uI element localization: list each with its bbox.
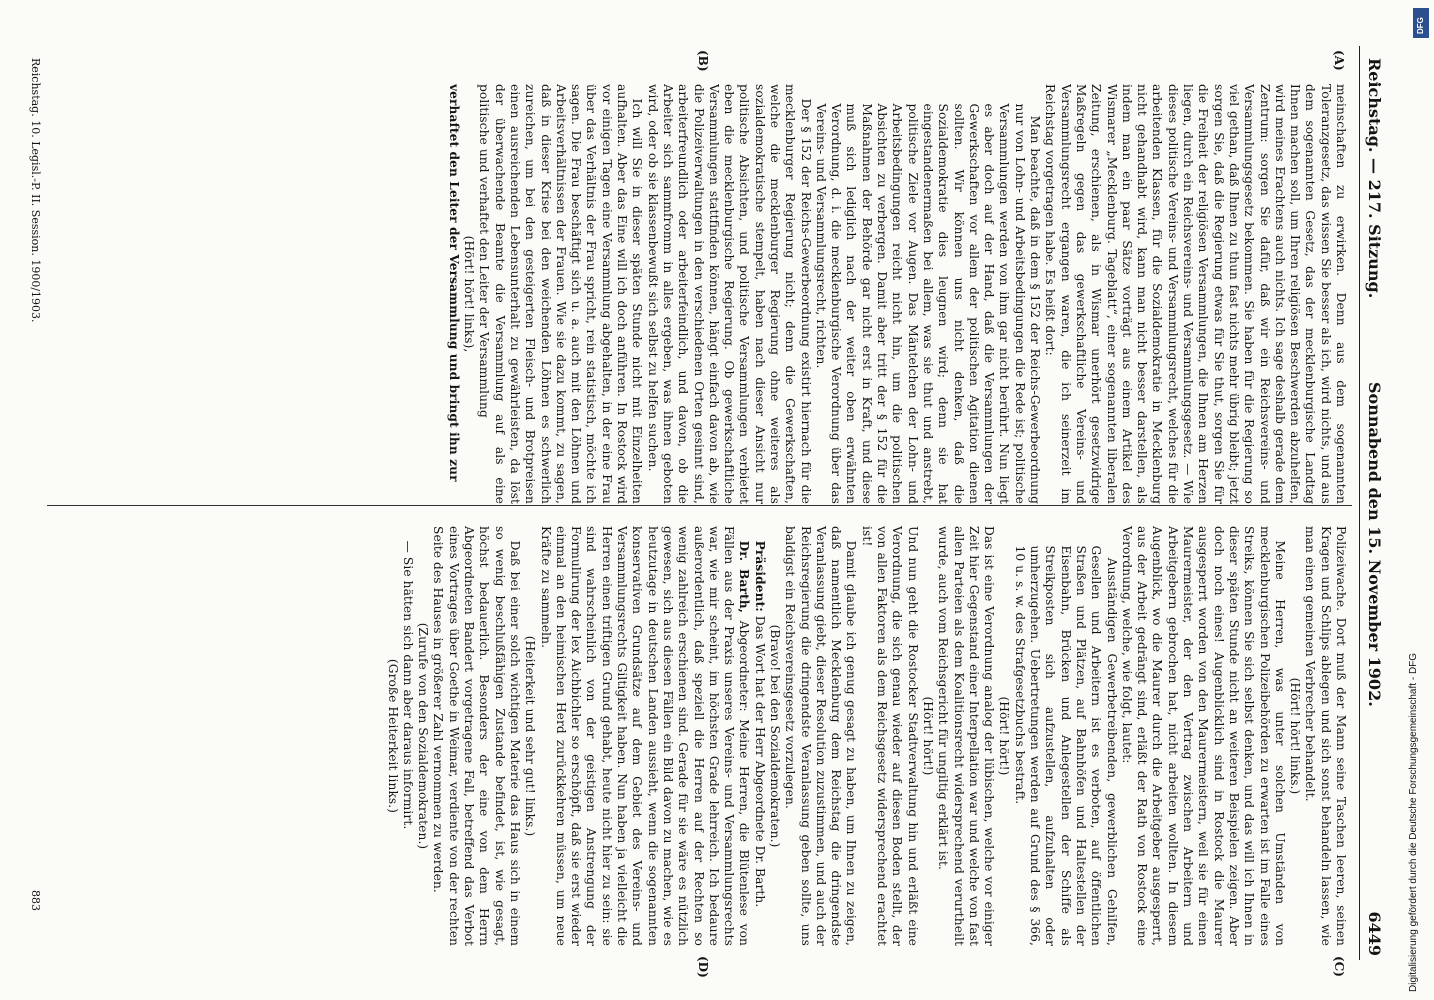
interjection: (Hört! hört!) <box>920 696 935 776</box>
paragraph: Meine Herren, was unter solchen Umständen von mecklenburgischen Polizeibehörden zu erwarten ist im Falle eines Streiks, können Sie sich selbst denken, und das will ich Ihnen in dieser späten Stunde nicht an weiteren Beispielen zeigen. Aber doch noch eines! Augenblicklich sind in Rostock die Maurer ausgesperrt worden von den Maurermeistern, weil sie für einen Maurermeister, der den Vertrag zwischen Arbeitern und Arbeitgebern gebrochen hat, nicht arbeiten wollten. In diesem Augenblick, wo die Maurer durch die Arbeitgeber ausgesperrt, aus der Arbeit gedrängt sind, erläßt der Rath von Rostock eine Verordnung, welche, wie folgt, lautet: <box>1119 526 1287 946</box>
interjection: (Hört! hört! links), <box>462 235 477 353</box>
dfg-logo: DFG <box>1413 8 1429 38</box>
paragraph <box>751 526 766 946</box>
quoted-paragraph: Ausständigen Gewerbetreibenden, gewerblichen Gehilfen, Gesellen und Arbeitern ist es verboten, auf öffentlichen Straßen und Plätzen, auf Bahnhöfen und Haltestellen der Eisenbahn, Brücken und Anlegestellen der Schiffe als Streikposten sich aufzustellen, aufzuhalten oder umherzugehen. Uebertretungen werden auf Grund des § 366, 10 u. s. w. des Strafgesetzbuchs bestraft. <box>1012 545 1119 946</box>
header-date: Sonnabend den 15. November 1902. <box>1365 382 1384 707</box>
margin-mark-a: (A) <box>1332 50 1346 71</box>
header-session: Reichstag. — 217. Sitzung. <box>1365 58 1384 299</box>
paragraph: Damit glaube ich genug gesagt zu haben, um Ihnen zu zeigen, daß namentlich Mecklenburg dem Reichstag die dringendste Veranlassung giebt, dieser Resolution zuzustimmen, und auch der Reichsregierung die dringendste Veranlassung geben sollte, uns baldigst ein Reichsvereinsgesetz vorzulegen. <box>783 526 859 946</box>
page-number: 6449 <box>1365 911 1384 956</box>
paragraph: Polizeiwache. Dort muß der Mann seine Taschen leeren, seinen Kragen und Schlips ablegen und sich sonst behandeln lassen, wie man einen gemeinen Verbrecher behandelt. <box>1303 526 1348 946</box>
paragraph: Das ist eine Verordnung analog der lübischen, welche vor einiger Zeit hier Gegenstand einer Interpellation war und welche von fast allen Parteien als dem Koalitionsrecht widersprechend verurtheilt wurde, auch vom Reichsgericht für ungiltig erklärt ist. <box>936 526 997 946</box>
paragraph: — Sie hätten sich dann aber daraus informirt. <box>400 540 415 830</box>
paragraph: Und nun geht die Rostocker Stadtverwaltung hin und erläßt eine Verordnung, die sich genau wieder auf diesen Boden stellt, der von allen Faktoren als dem Reichsgesetz widersprechend erachtet ist! <box>859 526 920 946</box>
digitization-note <box>1404 8 1430 998</box>
page-header <box>1358 0 1390 1000</box>
speech-text: Das Wort hat der Herr Abgeordnete Dr. Barth. <box>752 615 767 908</box>
interjection: (Hört! hört!) <box>997 696 1012 776</box>
paragraph: Ich will Sie in dieser späten Stunde nicht mit Einzelheiten aufhalten. Aber das Eine will ich doch anführen. In Rostock wird vor einigen Tagen eine Versammlung abgehalten, in der eine Frau über das Verhältnis der Frau spricht, rein statistisch, möchte ich sagen. Die Frau beschäftigt sich u. a. auch mit den Löhnen und Arbeitsverhältnissen der Frauen. Wie sie dazu kommt, zu sagen, daß in dieser Krise bei den weichenden Löhnen es schwerlich zureichen, um bei den gesteigerten Fleisch- und Brotpreisen einen ausreichenden Lebensunterhalt zu gewährleisten, da löst der überwachende Beamte die Versammlung auf als eine politische und verhaftet den Leiter der Versammlung <box>477 84 645 504</box>
interjection: (Hört! hört! links.) <box>1288 677 1303 795</box>
speech-text: Abgeordneter: Meine Herren, die Blütenlese von Fällen aus der Praxis unseres Vereins- und Versammlungsrechts war, wie mir scheint, im höchsten Grade lehrreich. Ich bedaure außerordentlich, daß speziell die Herren auf der Rechten so wenig zahlreich erschienen sind. Gerade für sie wäre es nützlich gewesen, sich aus diesen Fällen ein Bild davon zu machen, wie es heutzutage in deutschen Landen aussieht, wenn die sogenannten konservativen Grundsätze auf dem Gebiet des Vereins- und Versammlungsrechts Giltigkeit haben. Nun haben ja vielleicht die Herren einen triftigen Grund gehabt, heute nicht hier zu sein: sie sind wahrscheinlich von der geistigen Anstrengung der Formulirung der lex Aichbichler so erschöpft, daß sie erst wieder einmal an den heimischen Herd zurückkehren müssen, um neue Kräfte zu sammeln. <box>538 526 752 946</box>
paragraph: verhaftet den Leiter der Versammlung und bringt ihn zur <box>446 84 461 482</box>
paragraph <box>537 526 751 946</box>
margin-mark-b: (B) <box>696 50 710 72</box>
interjection: (Bravo! bei den Sozialdemokraten.) <box>768 624 783 848</box>
left-column <box>58 84 1348 504</box>
footer-number: 883 <box>29 890 42 911</box>
quoted-paragraph: Man beachte, daß in dem § 152 der Reichs-Gewerbeordnung nur von Lohn- und Arbeitsbedingungen die Rede ist; politische Versammlungen werden von ihm gar nicht berührt. Nun liegt es aber doch auf der Hand, daß die Versammlungen der Gewerkschaften vor allem der politischen Agitation dienen sollten. Wir können uns nicht denken, daß die Sozialdemokratie dies leugnen wird; denn sie hat eingestandenermaßen bei allem, was sie thut und anstrebt, politische Ziele vor Augen. Das Mäntelchen der Lohn- und Arbeitsbedingungen reicht nicht hin, um die politischen Absichten zu verbergen. Damit aber tritt der § 152 für die Maßnahmen der Behörde gar nicht erst in Kraft, und diese muß sich lediglich nach der weiter oben erwähnten Verordnung, d. i. die mecklenburgische Verordnung über das Vereins- und Versammlungsrecht, richten. <box>813 103 1043 504</box>
interjection: (Heiterkeit und sehr gut! links.) <box>523 635 538 837</box>
interjection: (Große Heiterkeit links.) <box>385 658 400 814</box>
header-rule <box>1359 46 1360 960</box>
interjection: (Zurufe von den Sozialdemokraten.) <box>416 622 431 850</box>
right-column <box>58 526 1348 946</box>
footer-session: Reichstag. 10. Legisl.-P. II. Session. 1900/1903. <box>29 58 42 323</box>
margin-mark-c: (C) <box>1332 956 1346 977</box>
speaker-label: Dr. Barth, <box>737 540 752 614</box>
digitization-note-text: Digitalisierung gefördert durch die Deutsche Forschungsgemeinschaft - DFG <box>1408 652 1419 992</box>
paragraph: Daß bei einer solch wichtigen Materie das Haus sich in einem so wenig beschlußfähigen Zustande befindet, ist, wie gesagt, höchst bedauerlich. Besonders der eine von dem Herrn Abgeordneten Bandert vorgetragene Fall, betreffend das Verbot eines Vortrages über Goethe in Weimar, verdiente von der rechten Seite des Hauses in größerer Zahl vernommen zu werden. <box>431 526 522 946</box>
speaker-label: Präsident: <box>752 540 767 612</box>
paragraph: meinschaften zu erwirken. Denn aus dem sogenannten Toleranzgesetz, das wissen Sie besser als ich, wird nichts, und aus dem sogenannten Gesetz, das der mecklenburgische Landtag Ihnen machen soll, um Ihren religiösen Beschwerden abzuhelfen, wird meines Erachtens auch nichts. Ich sage deshalb gerade dem Zentrum: sorgen Sie dafür, daß wir ein Reichsvereins- und Versammlungsgesetz bekommen. Sie haben für die Regierung so viel gethan, daß Ihnen zu thun fast nichts mehr übrig bleibt; jetzt sorgen Sie, daß die Regierung etwas für Sie thut, sorgen Sie für die Freiheit der religiösen Versammlungen, die Ihnen am Herzen liegen, durch ein Reichsvereins- und Versammlungsgesetz. — Wie dieses politische Vereins- und Versammlungsrecht, welches für die arbeitenden Klassen, für die Sozialdemokratie in Mecklenburg nicht gehandhabt wird, kann man nicht besser darstellen, als indem man ein paar Sätze vorträgt aus einem Artikel des Wismarer „Mecklenburg. Tageblatt“, einer sogenannten liberalen Zeitung, erschienen, als in Wismar unerhört gesetzwidrige Maßregeln gegen das gewerkschaftliche Vereins- und Versammlungsrecht ergangen waren, die ich seinerzeit im Reichstag vorgetragen habe. Es heißt dort: <box>1043 84 1348 504</box>
column-divider <box>47 505 1352 506</box>
margin-mark-d: (D) <box>696 956 710 978</box>
paragraph: Der § 152 der Reichs-Gewerbeordnung existirt hiernach für die mecklenburger Regierung nicht; denn die Gewerkschaften, welche die mecklenburger Regierung ohne weiteres als sozialdemokratische stempelt, haben nach dieser Ansicht nur politische Absichten, und politische Versammlungen verbietet eben die mecklenburgische Regierung. Ob gewerkschaftliche Versammlungen stattfinden können, hängt einfach davon ab, wie die Polizeiverwaltungen in den verschiedenen Orten gesinnt sind, arbeiterfreundlich oder arbeiterfeindlich, und davon, ob die Arbeiter sich sammfromm in alles ergeben, was ihnen geboten wird, oder ob sie klassenbewußt sich selbst zu helfen suchen. <box>645 84 813 504</box>
